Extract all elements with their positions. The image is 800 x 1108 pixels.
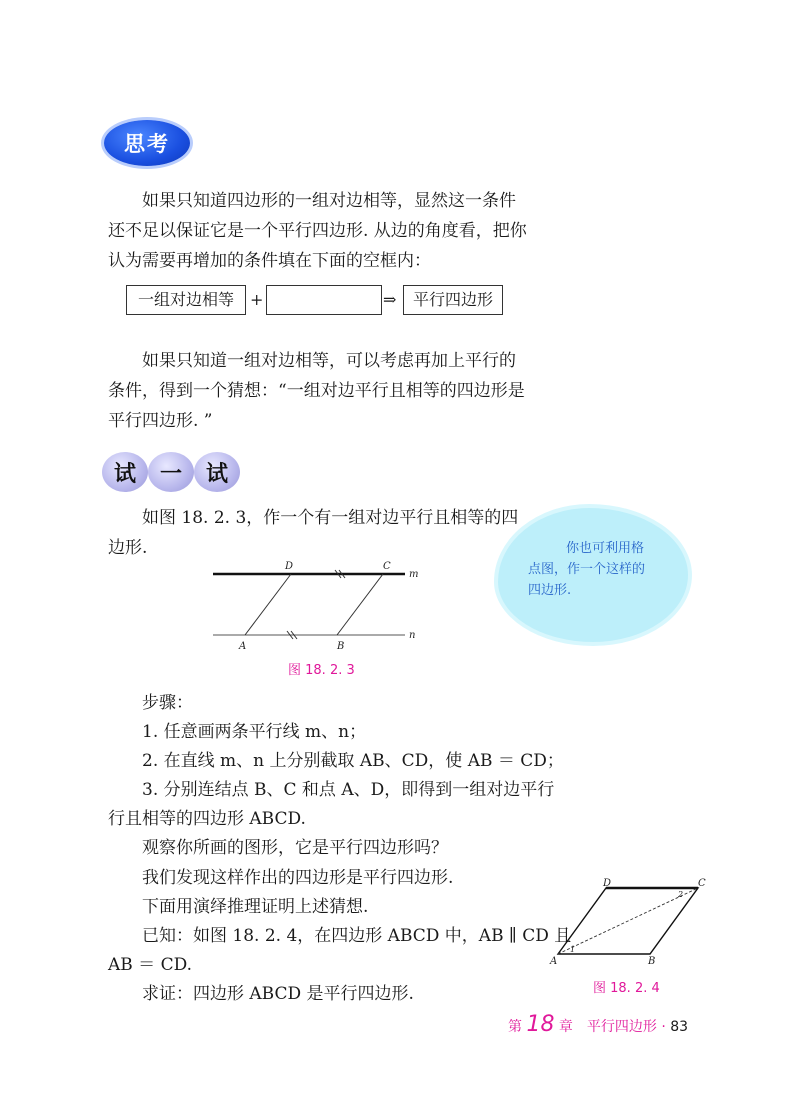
label-m: m [409,569,419,580]
given-line: 已知：如图 18. 2. 4，在四边形 ABCD 中，AB ∥ CD 且 [142,926,572,946]
step-item-continued: 行且相等的四边形 ABCD. [108,809,306,829]
label-n: n [409,630,416,641]
tip-line: 你也可利用格 [566,541,645,556]
text-line: 还不足以保证它是一个平行四边形. 从边的角度看，把你 [108,221,527,241]
implies-arrow: ⇒ [383,290,397,309]
plus-sign: + [250,290,264,309]
label-c: C [698,878,706,889]
proof-section [108,864,572,1009]
tip-text [528,538,658,601]
segment-bc [337,574,383,635]
think-paragraph-1 [108,186,528,276]
page-number: 83 [670,1019,689,1035]
diagonal-ac [558,888,698,954]
label-a: A [550,956,558,966]
try-badge-circle [102,452,148,492]
steps-section [108,689,564,863]
figure-18-2-3 [205,560,425,656]
try-paragraph [108,503,528,563]
observe-question: 观察你所画的图形，它是平行四边形吗？ [142,838,448,858]
label-b: B [337,641,345,652]
chapter-number: 18 [526,1012,555,1037]
figure-18-2-4 [548,876,708,966]
step-item: 1. 任意画两条平行线 m、n； [142,722,367,742]
label-a: A [239,641,247,652]
condition-blank-box[interactable] [266,285,382,315]
try-char: 一 [159,461,182,487]
text-line: 如果只知道四边形的一组对边相等，显然这一条件 [142,191,516,211]
footer-title: 章 平行四边形 · [558,1019,666,1035]
figure-caption: 图 18. 2. 4 [593,981,660,996]
text-line: 如图 18. 2. 3，作一个有一组对边平行且相等的四 [142,508,519,528]
page-footer [508,1012,688,1037]
tip-line: 四边形. [528,583,572,598]
angle-1-label: 1 [570,945,576,954]
given-line-continued: AB ＝ CD. [108,955,193,975]
label-c: C [383,561,391,572]
figure-caption: 图 18. 2. 3 [288,663,355,678]
label-d: D [603,878,612,889]
text-line: 如果只知道一组对边相等，可以考虑再加上平行的 [142,351,516,371]
try-char: 试 [113,461,136,487]
tip-line: 点图，作一个这样的 [528,562,646,577]
think-badge-label: 思考 [124,132,170,156]
text-line: 下面用演绎推理证明上述猜想. [142,897,369,917]
text-line: 认为需要再增加的条件填在下面的空框内： [108,251,431,271]
step-item: 3. 分别连结点 B、C 和点 A、D，即得到一组对边平行 [142,780,555,800]
segment-ad [245,574,291,635]
footer-prefix: 第 [508,1019,522,1035]
steps-heading: 步骤： [142,693,193,713]
text-line: 我们发现这样作出的四边形是平行四边形. [142,868,454,888]
label-b: B [648,956,656,966]
try-badge-circle [148,452,194,492]
prove-line: 求证：四边形 ABCD 是平行四边形. [142,984,414,1004]
try-char: 试 [205,461,228,487]
condition-box-known: 一组对边相等 [126,285,246,315]
angle-2-label: 2 [678,890,684,899]
conclusion-box: 平行四边形 [403,285,503,315]
text-line: 边形. [108,538,148,558]
try-badge-circle [194,452,240,492]
text-line: 条件，得到一个猜想：“一组对边平行且相等的四边形是 [108,381,525,401]
think-badge [104,120,190,166]
think-paragraph-2 [108,346,528,436]
label-d: D [285,561,294,572]
text-line: 平行四边形. ” [108,411,213,431]
step-item: 2. 在直线 m、n 上分别截取 AB、CD，使 AB ＝ CD； [142,751,564,771]
